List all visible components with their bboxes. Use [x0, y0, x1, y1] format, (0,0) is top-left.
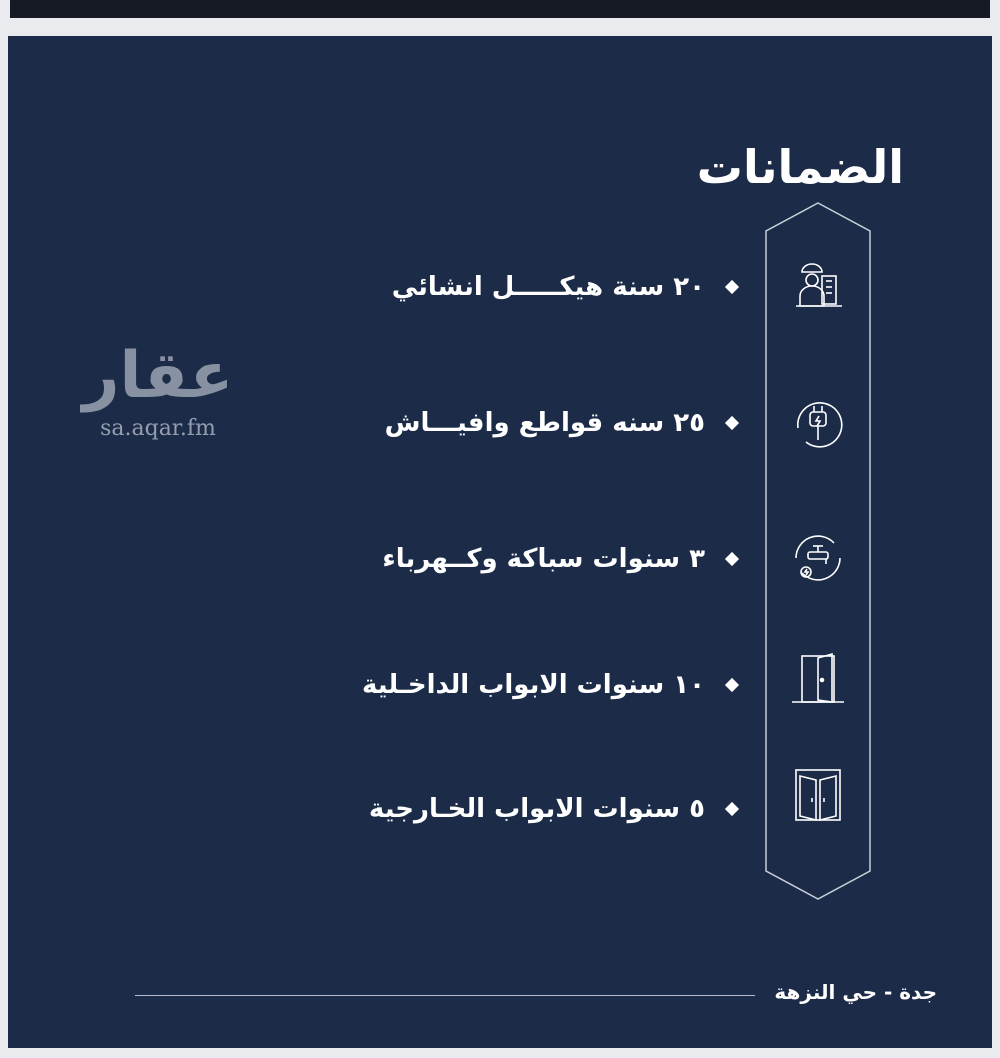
warranty-text: ٣ سنوات سباكة وكــهرباء — [382, 544, 705, 574]
page-title: الضمانات — [696, 140, 904, 194]
warranty-text: ٥ سنوات الابواب الخـارجية — [368, 794, 705, 824]
faucet-electric-icon — [788, 528, 848, 588]
warranty-text: ١٠ سنوات الابواب الداخـلية — [361, 670, 705, 700]
warranty-text: ٢٠ سنة هيكـــــل انشائي — [391, 272, 705, 302]
watermark-url: sa.aqar.fm — [100, 416, 216, 441]
engineer-building-icon — [788, 256, 848, 316]
warranty-card — [8, 36, 992, 1048]
footer-divider — [135, 995, 755, 996]
interior-door-icon — [788, 650, 848, 710]
warranty-text: ٢٥ سنه قواطع وافيـــاش — [384, 408, 705, 438]
bullet-diamond-icon — [725, 802, 739, 816]
top-bar — [10, 0, 990, 18]
list-item — [369, 784, 737, 834]
watermark — [68, 336, 248, 442]
electric-plug-icon — [788, 392, 848, 452]
footer-location: جدة - حي النزهة — [774, 980, 937, 1004]
bullet-diamond-icon — [725, 280, 739, 294]
list-item — [392, 262, 737, 312]
list-item — [385, 398, 737, 448]
bullet-diamond-icon — [725, 678, 739, 692]
bullet-diamond-icon — [725, 552, 739, 566]
watermark-logo: عقار — [82, 339, 234, 413]
bullet-diamond-icon — [725, 416, 739, 430]
double-door-icon — [788, 766, 848, 826]
list-item — [362, 660, 737, 710]
list-item — [382, 534, 737, 584]
